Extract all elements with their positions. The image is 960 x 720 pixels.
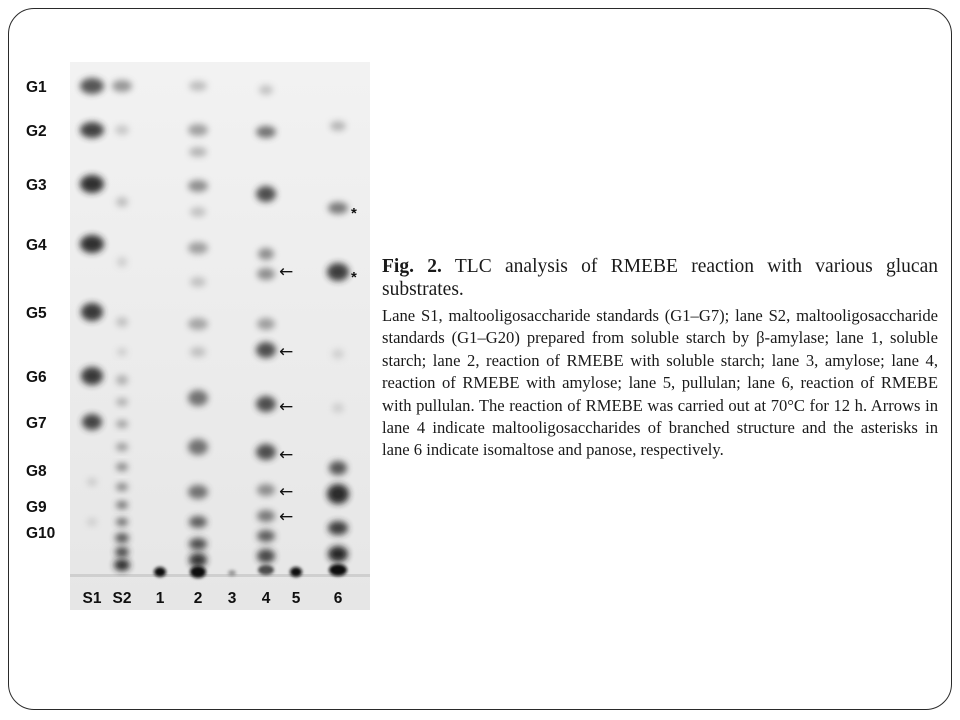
tlc-spot xyxy=(116,501,128,509)
plate-background xyxy=(70,62,370,610)
tlc-spot xyxy=(257,510,275,522)
branched-arrow-icon: ← xyxy=(279,397,294,417)
tlc-spot xyxy=(188,318,208,330)
caption-heading xyxy=(382,255,938,301)
tlc-spot xyxy=(330,121,346,131)
tlc-spot xyxy=(188,390,208,406)
standard-label: G1 xyxy=(26,79,47,96)
tlc-spot xyxy=(329,461,347,475)
tlc-spot xyxy=(81,367,103,385)
standard-label: G4 xyxy=(26,237,47,254)
tlc-spot xyxy=(112,80,132,92)
figure-caption xyxy=(382,255,938,462)
tlc-spot xyxy=(117,348,127,356)
standard-label: G9 xyxy=(26,499,47,516)
tlc-spot xyxy=(116,398,128,406)
tlc-spot xyxy=(259,85,273,95)
tlc-spot xyxy=(116,317,128,327)
tlc-spot xyxy=(80,78,104,94)
tlc-spot xyxy=(188,485,208,499)
tlc-spot xyxy=(116,420,128,428)
tlc-spot xyxy=(327,484,349,504)
branched-arrow-icon: ← xyxy=(279,445,294,465)
lane-label: 3 xyxy=(227,590,237,607)
tlc-spot xyxy=(188,242,208,254)
tlc-plate xyxy=(26,62,370,610)
tlc-spot xyxy=(189,553,207,567)
tlc-spot xyxy=(190,277,206,287)
tlc-spot xyxy=(114,559,130,571)
tlc-spot xyxy=(116,443,128,451)
tlc-spot xyxy=(80,235,104,253)
tlc-spot xyxy=(332,349,344,359)
tlc-spot xyxy=(80,122,104,138)
tlc-spot xyxy=(81,303,103,321)
tlc-spot xyxy=(115,533,129,543)
tlc-spot xyxy=(189,516,207,528)
tlc-spot xyxy=(257,549,275,563)
tlc-spot xyxy=(190,347,206,357)
tlc-spot xyxy=(116,463,128,471)
tlc-spot xyxy=(87,518,97,526)
standard-label: G3 xyxy=(26,177,47,194)
tlc-spot xyxy=(328,202,348,214)
tlc-spot xyxy=(116,483,128,491)
tlc-spot xyxy=(190,207,206,217)
tlc-spot xyxy=(188,180,208,192)
plate-baseline xyxy=(70,574,370,577)
asterisk-marker: * xyxy=(351,269,357,286)
tlc-spot xyxy=(80,175,104,193)
tlc-spot xyxy=(290,567,302,577)
branched-arrow-icon: ← xyxy=(279,482,294,502)
tlc-spot xyxy=(256,186,276,202)
tlc-spot xyxy=(189,147,207,157)
tlc-spot xyxy=(115,547,129,557)
tlc-spot xyxy=(328,546,348,562)
tlc-spot xyxy=(257,484,275,496)
tlc-spot xyxy=(328,521,348,535)
branched-arrow-icon: ← xyxy=(279,342,294,362)
caption-body: Lane S1, maltooligosaccharide standards (G1–G7); lane S2, maltooligosaccharide standards (G1–G20) prepared from soluble starch by β-amylase; lane 1, soluble starch; lane 2, reaction of RMEBE with soluble starch; lane 3, amylose; lane 4, reaction of RMEBE with amylose; lane 5, pullulan; lane 6, reaction of RMEBE with pullulan. The reaction of RMEBE was carried out at 70°C for 12 h. Arrows in lane 4 indicate maltooligosaccharides of branched structure and the asterisks in lane 6 indicate isomaltose and panose, respectively. xyxy=(382,306,938,460)
tlc-spot xyxy=(258,248,274,260)
tlc-spot xyxy=(116,375,128,385)
tlc-spot xyxy=(257,530,275,542)
lane-label: 6 xyxy=(333,590,343,607)
standard-label: G10 xyxy=(26,525,56,542)
standard-label: G7 xyxy=(26,415,47,432)
tlc-spot xyxy=(115,125,129,135)
tlc-spot xyxy=(332,403,344,413)
lane-label: S2 xyxy=(112,590,132,607)
tlc-spot xyxy=(228,570,236,576)
lane-label: 5 xyxy=(291,590,301,607)
standard-label: G2 xyxy=(26,123,47,140)
tlc-spot xyxy=(329,564,347,576)
lane-label: 2 xyxy=(193,590,203,607)
lane-label: 4 xyxy=(261,590,271,607)
tlc-spot xyxy=(327,263,349,281)
branched-arrow-icon: ← xyxy=(279,262,294,282)
standard-label: G6 xyxy=(26,369,47,386)
figure-title: TLC analysis of RMEBE reaction with various glucan substrates. xyxy=(382,256,938,300)
tlc-spot xyxy=(117,257,127,267)
tlc-spot xyxy=(87,478,97,486)
tlc-spot xyxy=(189,81,207,91)
tlc-spot xyxy=(82,414,102,430)
tlc-spot xyxy=(190,566,206,578)
standard-label: G8 xyxy=(26,463,47,480)
branched-arrow-icon: ← xyxy=(279,507,294,527)
tlc-spot xyxy=(256,444,276,460)
lane-label: 1 xyxy=(155,590,165,607)
tlc-spot xyxy=(116,518,128,526)
standard-label: G5 xyxy=(26,305,47,322)
tlc-spot xyxy=(189,538,207,550)
tlc-spot xyxy=(256,342,276,358)
tlc-spot xyxy=(154,567,166,577)
tlc-spot xyxy=(257,268,275,280)
figure-label: Fig. 2. xyxy=(382,256,442,277)
tlc-spot xyxy=(188,124,208,136)
tlc-spot xyxy=(258,565,274,575)
asterisk-marker: * xyxy=(351,205,357,222)
tlc-spot xyxy=(188,439,208,455)
tlc-spot xyxy=(257,318,275,330)
tlc-spot xyxy=(256,396,276,412)
tlc-spot xyxy=(116,197,128,207)
lane-label: S1 xyxy=(82,590,102,607)
tlc-spot xyxy=(256,126,276,138)
